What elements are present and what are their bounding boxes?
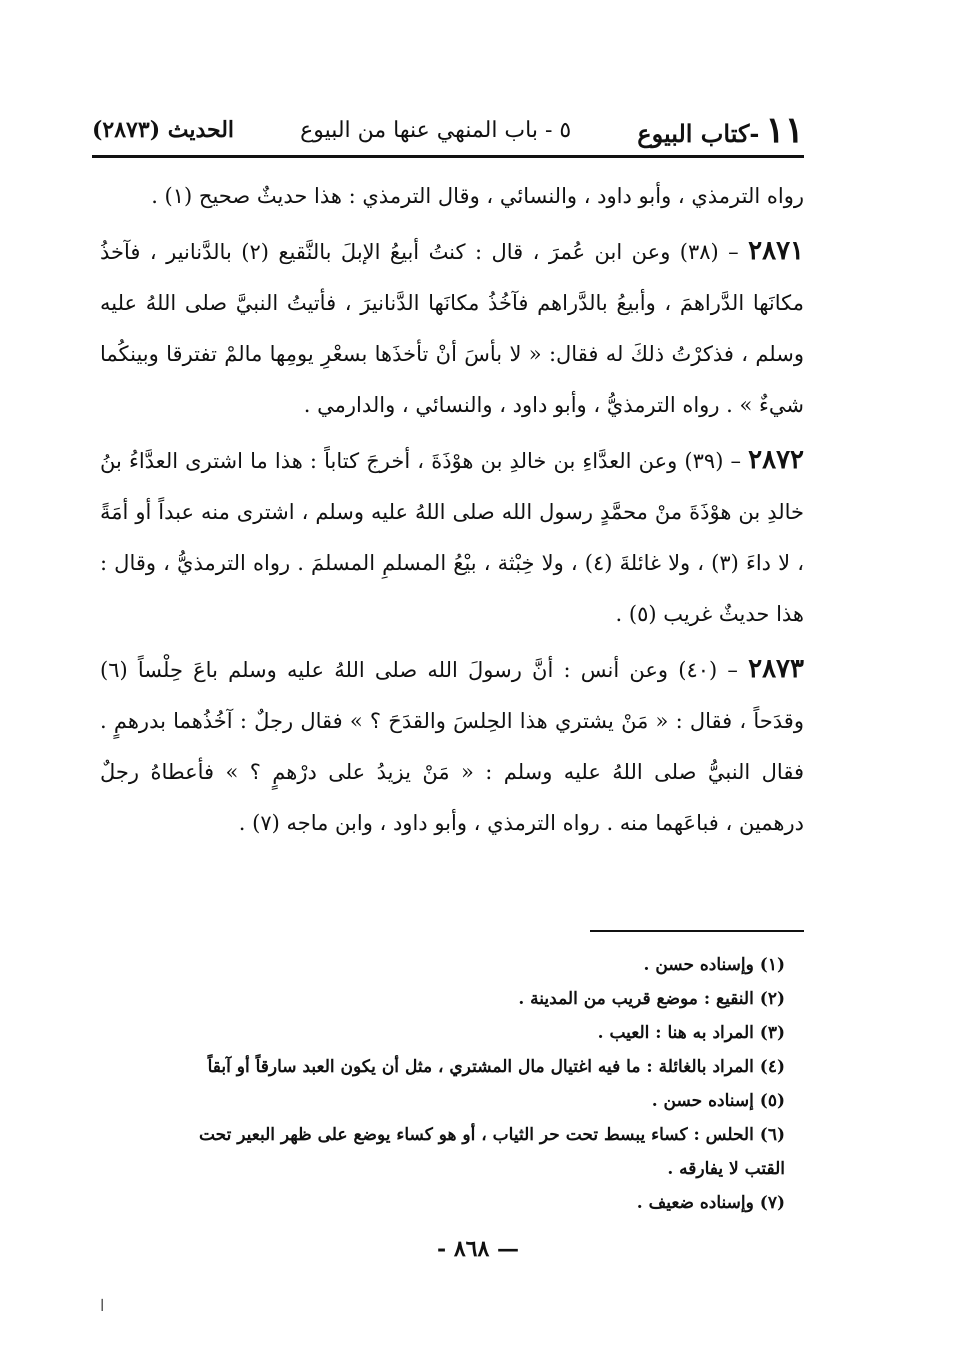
footnote: (٧) وإسناده ضعيف . xyxy=(636,1193,785,1213)
paragraph-text: رواه الترمذي ، وأبو داود ، والنسائي ، وقال الترمذي : هذا حديثٌ صحيح (١) . xyxy=(151,184,804,208)
chapter-title: ٥ - باب المنهي عنها من البيوع xyxy=(300,117,572,143)
footnotes xyxy=(105,948,785,1220)
footnote: (٤) المراد بالغائلة : ما فيه اغتيال مال المشتري ، مثل أن يكون العبد سارقاً أو آبقاً xyxy=(207,1057,785,1077)
page-number: — ٨٦٨ - xyxy=(437,1236,519,1262)
header-rule xyxy=(92,155,804,158)
book-title: -كتاب البيوع xyxy=(637,119,760,148)
hadith-number: ٢٨٧٣ xyxy=(748,654,804,684)
margin-mark: ا xyxy=(100,1296,105,1315)
footnote-continuation: القتب لا يفارقه . xyxy=(667,1159,785,1179)
hadith-number: ٢٨٧١ xyxy=(748,236,804,266)
header-book xyxy=(637,109,804,151)
book-number: ١١ xyxy=(765,109,804,151)
paragraph-text: – (٣٩) وعن العدَّاءِ بن خالدِ بن هوْذَةَ ، أخرجَ كتاباً : هذا ما اشترى العدَّاءُ بنُ خالدِ بن هوْذَةَ منْ محمَّدٍ رسول الله صلى اللهُ عليه وسلم ، اشترى منه عبداً أو أمَةً ، لا داءَ (٣) ، ولا غائلةَ (٤) ، ولا خِبْثة ، بيْعُ المسلمِ المسلمَ . رواه الترمذيُّ ، وقال : هذا حديثٌ غريب (٥) . xyxy=(100,449,804,626)
paragraph-text: – (٤٠) وعن أنس : أنَّ رسولَ الله صلى اللهُ عليه وسلم باعَ حِلْساً (٦) وقدَحاً ، فقال : « مَنْ يشتري هذا الحِلسَ والقدَحَ ؟ » فقال رجلٌ : آخُذُهما بدرهمٍ . فقال النبيُّ صلى اللهُ عليه وسلم : « مَنْ يزيدُ على درْهمٍ ؟ » فأعطاهُ رجلٌ درهمين ، فباعَهما منه . رواه الترمذي ، وأبو داود ، وابن ماجه (٧) . xyxy=(100,658,804,835)
footnote: (٢) النقيع : موضع قريب من المدينة . xyxy=(518,989,785,1009)
paragraph xyxy=(100,170,804,222)
paragraph xyxy=(100,226,804,431)
running-header xyxy=(92,108,804,152)
paragraph xyxy=(100,435,804,640)
footnote: (٥) إسناده حسن . xyxy=(651,1091,785,1111)
paragraph-text: – (٣٨) وعن ابن عُمرَ ، قال : كنتُ أبيعُ الإبلَ بالنَّقيع (٢) بالدَّنانير ، فآخذُ مكانَها الدَّراهمَ ، وأبيعُ بالدَّراهم فآخُذُ مكانَها الدَّنانيرَ ، فأتيتُ النبيَّ صلى اللهُ عليه وسلم ، فذكرْتُ ذلكَ له فقال: « لا بأسَ أنْ تأخذَها بسعْرِ يومِها مالمْ تفترقا وبينكُما شيءٌ » . رواه الترمذيُّ ، وأبو داود ، والنسائي ، والدارمي . xyxy=(100,240,804,417)
hadith-number: ٢٨٧٢ xyxy=(748,445,804,475)
footnote-rule xyxy=(590,930,804,932)
footnote: (٣) المراد به هنا : العيب . xyxy=(597,1023,785,1043)
footnote: (٦) الحلس : كساء يبسط تحت حر الثياب ، أو هو كساء يوضع على ظهر البعير تحت xyxy=(198,1125,785,1145)
hadith-range: الحديث (٢٨٧٣) xyxy=(92,117,235,143)
footnote: (١) وإسناده حسن . xyxy=(643,955,785,975)
main-text xyxy=(100,170,804,853)
paragraph xyxy=(100,644,804,849)
